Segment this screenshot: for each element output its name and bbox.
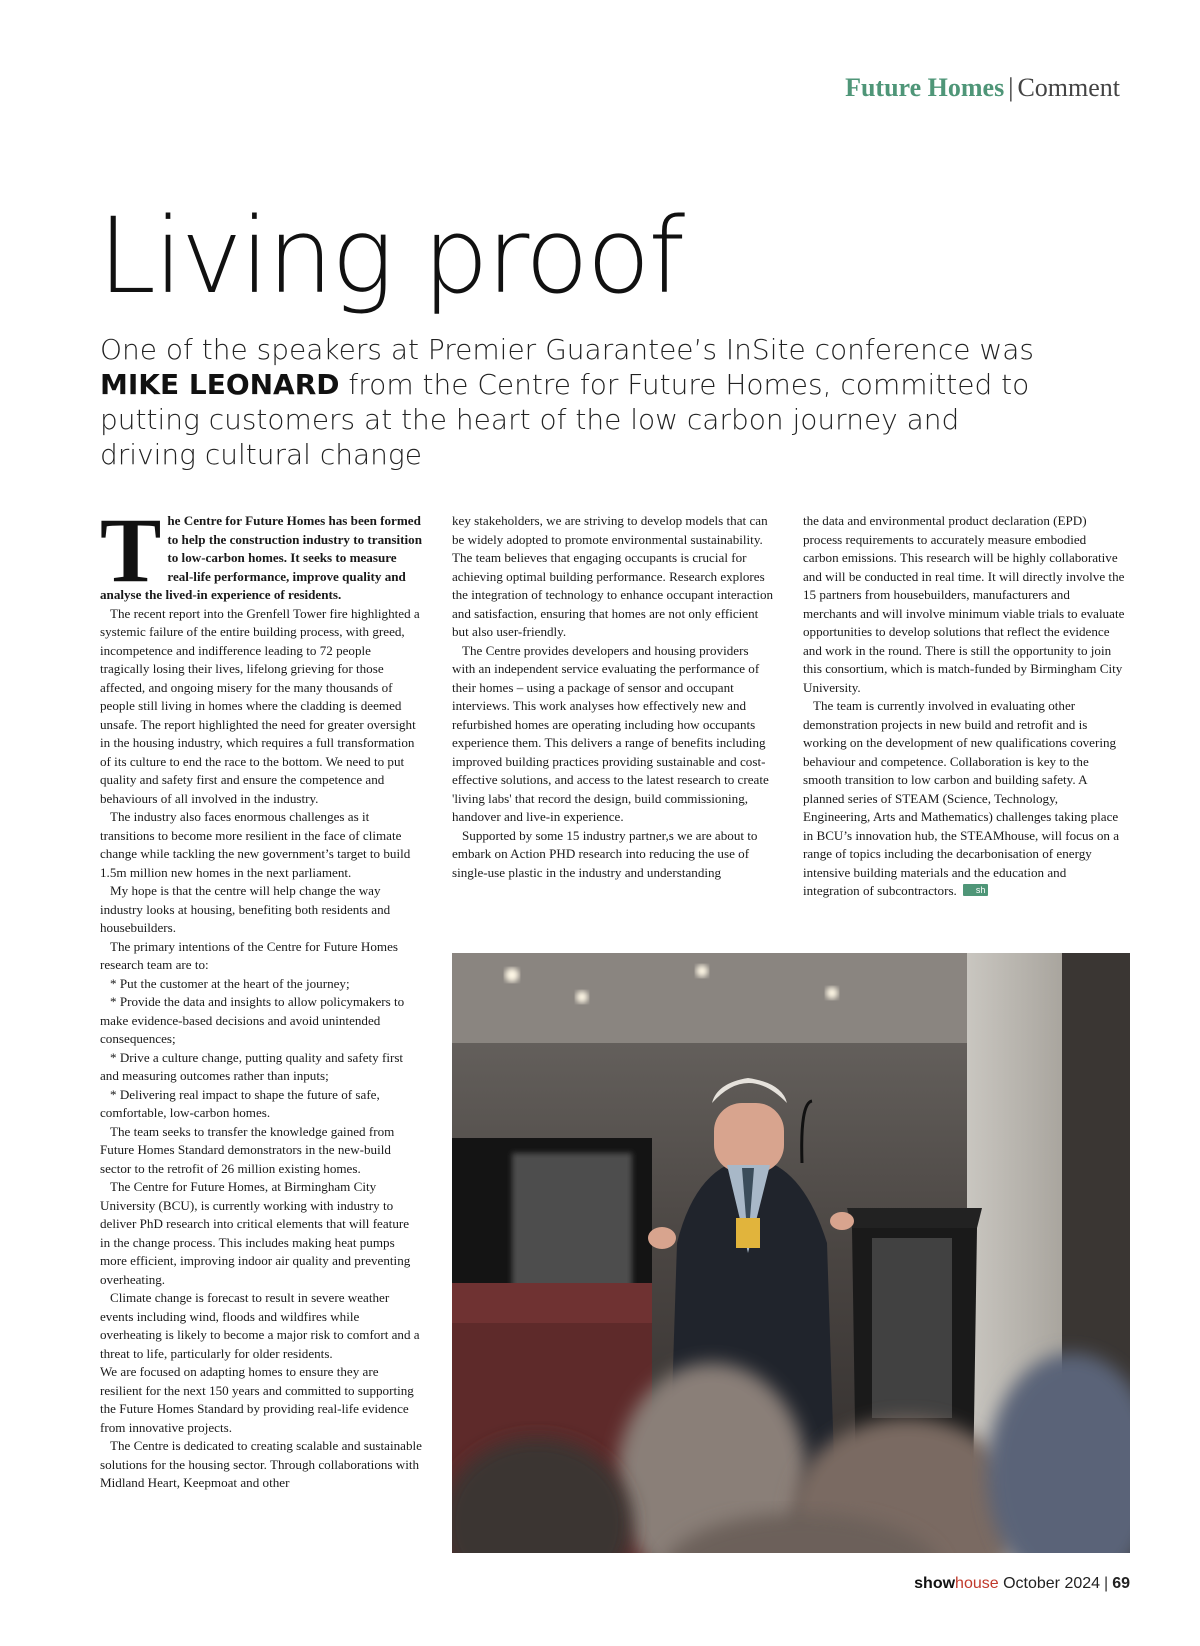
body-paragraph — [803, 697, 1125, 901]
footer-separator: | — [1104, 1575, 1109, 1592]
bullet-item: * Delivering real impact to shape the future of safe, comfortable, low-carbon homes. — [100, 1086, 380, 1120]
body-paragraph: The Centre for Future Homes, at Birmingham City University (BCU), is currently working with industry to deliver PhD research into critical elements that will feature in the change process. This includes making heat pumps more efficient, improving indoor air quality and preventing overheating. — [100, 1179, 411, 1287]
article-column-1 — [100, 499, 422, 1493]
standfirst-before: One of the speakers at Premier Guarantee’s InSite conference was — [100, 333, 1034, 366]
intro-paragraph — [100, 499, 422, 605]
page-number: 69 — [1112, 1575, 1130, 1592]
header-separator: | — [1008, 73, 1014, 102]
standfirst-after: from the Centre for Future Homes, committed to putting customers at the heart of the low carbon journey and driving cultural change — [100, 368, 1030, 471]
page-footer — [914, 1574, 1130, 1594]
speaker-photo — [452, 953, 1130, 1553]
article-title: Living proof — [98, 195, 684, 317]
end-mark-badge: sh — [963, 884, 989, 896]
body-paragraph: key stakeholders, we are striving to develop models that can be widely adopted to promote environmental sustainability. The team believes that engaging occupants is crucial for achieving optimal building performance. Research explores the integration of technology to enhance occupant interaction and satisfaction, ensuring that homes are not only efficient but also user-friendly. — [452, 513, 774, 639]
body-paragraph: The Centre provides developers and housing providers with an independent service evaluating the performance of their homes – using a package of sensor and occupant interviews. This work analyses how effectively new and refurbished homes are operating including how occupants experience them. This delivers a range of benefits including improved building practices providing sustainable and cost-effective solutions, and access to the latest research to create 'living labs' that record the design, build commissioning, handover and live-in experience. — [452, 642, 769, 824]
body-paragraph: The team seeks to transfer the knowledge gained from Future Homes Standard demonstrators in the new-build sector to the retrofit of 26 million existing homes. — [100, 1123, 395, 1176]
intro-text: he Centre for Future Homes has been formed to help the construction industry to transition to low-carbon homes. It seeks to measure real-life performance, improve quality and analyse the lived-in experience of residents. — [100, 513, 422, 602]
body-paragraph: the data and environmental product declaration (EPD) process requirements to accurately measure embodied carbon emissions. This research will be highly collaborative and will be conducted in real time. It will directly involve the 15 partners from housebuilders, manufacturers and merchants and will involve minimum viable trials to evaluate opportunities to develop solutions that reflect the evidence and work in the round. There is still the opportunity to join this consortium, which is match-funded by Birmingham City University. — [803, 513, 1125, 695]
final-paragraph-text: The team is currently involved in evaluating other demonstration projects in new build and retrofit and is working on the development of new qualifications covering behaviour and competence. Collaboration is key to the smooth transition to low carbon and building safety. A planned series of STEAM (Science, Technology, Engineering, Arts and Mathematics) challenges taking place in BCU’s innovation hub, the STEAMhouse, will focus on a range of topics including the decarbonisation of energy intensive building materials and the education and integration of subcontractors. — [803, 698, 1120, 898]
drop-cap: T — [100, 499, 162, 601]
section-name: Future Homes — [845, 73, 1005, 102]
standfirst — [100, 332, 1060, 472]
body-paragraph: The Centre is dedicated to creating scalable and sustainable solutions for the housing sector. Through collaborations with Midland Heart, Keepmoat and other — [100, 1438, 422, 1490]
section-kind: Comment — [1017, 73, 1120, 102]
footer-brand-bold: show — [914, 1575, 956, 1592]
body-paragraph: We are focused on adapting homes to ensure they are resilient for the next 150 years and committed to supporting the Future Homes Standard by providing real-life evidence from innovative projects. — [100, 1364, 414, 1435]
footer-brand-rest: house — [955, 1575, 999, 1592]
bullet-item: * Provide the data and insights to allow policymakers to make evidence-based decisions and avoid unintended consequences; — [100, 994, 405, 1046]
body-paragraph: My hope is that the centre will help change the way industry looks at housing, benefiting both residents and housebuilders. — [100, 883, 391, 935]
body-paragraph: The primary intentions of the Centre for Future Homes research team are to: — [100, 938, 398, 972]
article-column-2 — [452, 512, 774, 882]
section-header — [845, 72, 1120, 104]
body-paragraph: Supported by some 15 industry partner,s we are about to embark on Action PHD research into reducing the use of single-use plastic in the industry and understanding — [452, 827, 758, 880]
bullet-item: * Drive a culture change, putting quality and safety first and measuring outcomes rather than inputs; — [100, 1049, 404, 1083]
article-column-3 — [803, 512, 1125, 901]
body-paragraph: The recent report into the Grenfell Tower fire highlighted a systemic failure of the entire building process, with greed, incompetence and indifference leading to 72 people tragically losing their lives, lifelong grieving for those affected, and ongoing misery for the many thousands of people still living in homes where the cladding is deemed unsafe. The report highlighted the need for greater oversight in the housing industry, which requires a full transformation of its culture to end the race to the bottom. We need to put quality and safety first and ensure the competence and behaviours of all involved in the industry. — [100, 605, 420, 806]
body-paragraph: Climate change is forecast to result in severe weather events including wind, floods and wildfires while overheating is likely to become a major risk to comfort and a threat to life, particularly for older residents. — [100, 1290, 420, 1361]
footer-issue: October 2024 — [1003, 1575, 1101, 1592]
body-paragraph: The industry also faces enormous challenges as it transitions to become more resilient in the face of climate change while tackling the new government’s target to build 1.5m million new homes in the next parliament. — [100, 809, 411, 880]
bullet-item: * Put the customer at the heart of the journey; — [110, 975, 350, 991]
author-name: MIKE LEONARD — [100, 368, 340, 401]
speaker-photo-illustration — [452, 953, 1130, 1553]
